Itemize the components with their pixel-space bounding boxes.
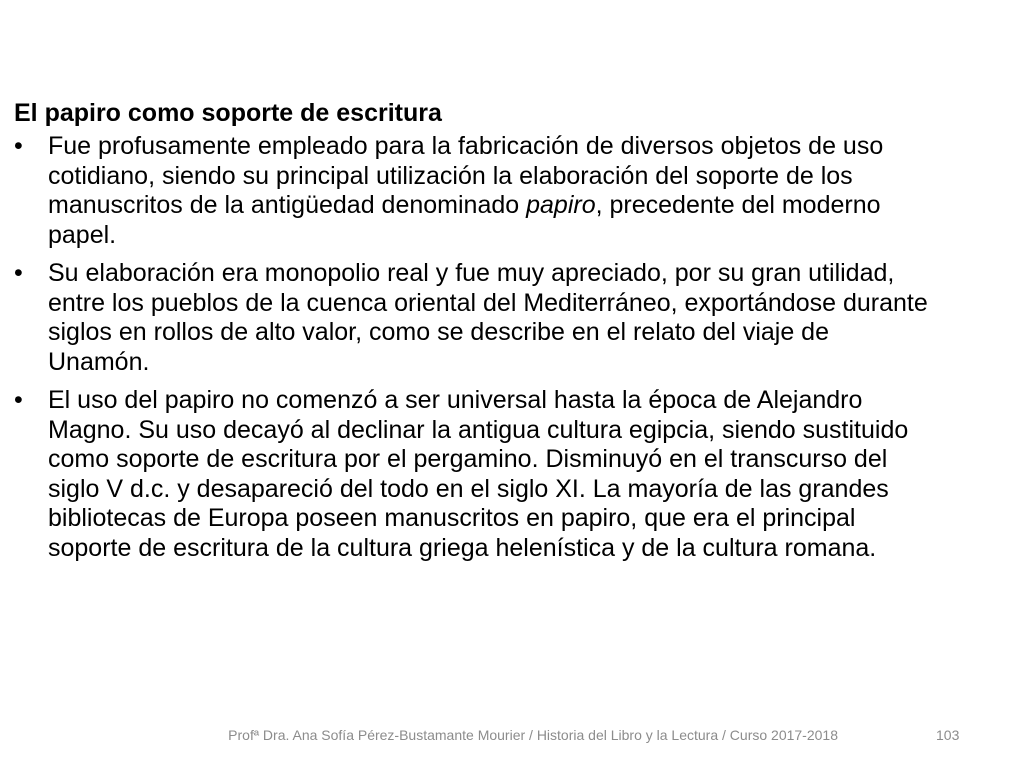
bullet-text: Su elaboración era monopolio real y fue muy apreciado, por su gran utilidad, entre los pueblos de la cuenca oriental del Mediterráneo, exportándose durante siglos en rollos de alto valor, como se describe en el relato del viaje de Unamón.: [48, 259, 928, 376]
bullet-text-part: , precedente del moderno papel.: [48, 191, 881, 249]
bullet-text-italic: papiro: [526, 191, 596, 219]
bullet-icon: •: [14, 386, 23, 414]
page-number: 103: [936, 727, 960, 743]
bullet-text: El uso del papiro no comenzó a ser universal hasta la época de Alejandro Magno. Su uso decayó al declinar la antigua cultura egipcia, siendo sustituido como soporte de escritura por el pergamino. Disminuyó en el transcurso del siglo V d.c. y desapareció del todo en el siglo XI. La mayoría de las grandes bibliotecas de Europa poseen manuscritos en papiro, que era el principal soporte de escritura de la cultura griega helenística y de la cultura romana.: [48, 386, 909, 562]
slide-heading: El papiro como soporte de escritura: [14, 99, 442, 127]
bullet-list: [14, 132, 934, 563]
slide-content: [14, 98, 934, 572]
bullet-item: [14, 259, 934, 377]
bullet-item: [14, 386, 934, 563]
footer-credit: Profª Dra. Ana Sofía Pérez-Bustamante Mourier / Historia del Libro y la Lectura / Curso 2017-2018: [228, 727, 838, 743]
bullet-text-part: Fue profusamente empleado para la fabricación de diversos objetos de uso cotidiano, siendo su principal utilización la elaboración del soporte de los manuscritos de la antigüedad denominado: [48, 132, 884, 219]
slide-footer: [0, 727, 1024, 747]
bullet-item: [14, 132, 934, 250]
bullet-icon: •: [14, 132, 23, 160]
bullet-icon: •: [14, 259, 23, 287]
